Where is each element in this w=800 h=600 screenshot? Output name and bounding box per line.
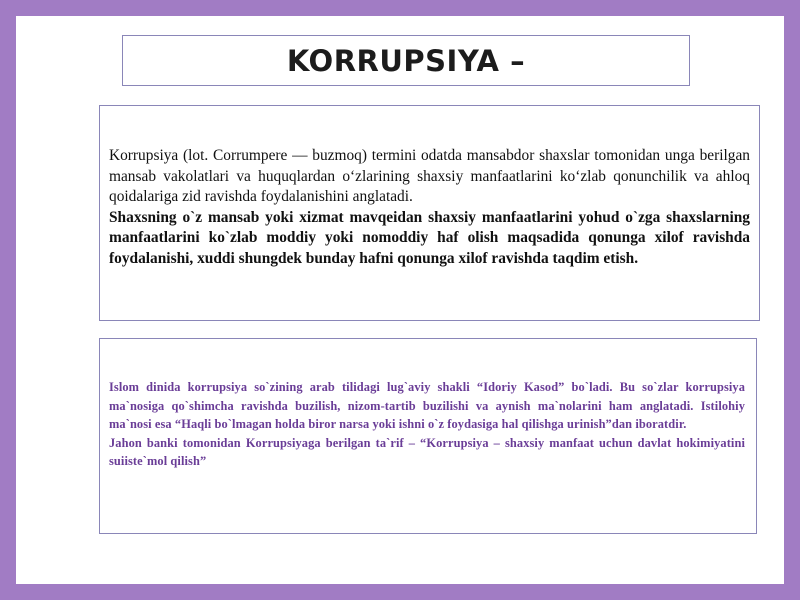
islam-definition-box (99, 338, 757, 534)
slide-title: KORRUPSIYA – (286, 43, 526, 78)
title-box (122, 35, 690, 86)
islam-paragraph: Islom dinida korrupsiya so`zining arab tilidagi lug`aviy shakli “Idoriy Kasod” bo`ladi. Bu so`zlar korrupsiya ma`nosiga qo`shimcha ravishda buzilish, nizom-tartib buzilishi va aynish ma`nolarini ham anglatadi. Istilohiy ma`nosi esa “Haqli bo`lmagan holda biror narsa yoki ishni o`z foydasiga hal qilishga urinish”dan iboratdir. (109, 380, 745, 432)
definition-bold-paragraph: Shaxsning o`z mansab yoki xizmat mavqeidan shaxsiy manfaatlarini yohud o`zga shaxslarning manfaatlarini ko`zlab moddiy yoki nomoddiy haf olish maqsadida qonunga xilof ravishda foydalanishi, xuddi shungdek bunday hafni qonunga xilof ravishda taqdim etish. (109, 208, 750, 267)
world-bank-paragraph: Jahon banki tomonidan Korrupsiyaga berilgan ta`rif – “Korrupsiya – shaxsiy manfaat uchun davlat hokimiyatini suiiste`mol qilish” (109, 435, 745, 469)
definition-box (99, 105, 760, 321)
definition-paragraph: Korrupsiya (lot. Corrumpere — buzmoq) termini odatda mansabdor shaxslar tomonidan unga berilgan mansab vakolatlari va huquqlardan o‘zlarining shaxsiy manfaatlarini ko‘zlab qonunchilik va ahloq qoidalariga zid ravishda foydalanishini anglatadi. (109, 147, 750, 205)
slide (16, 16, 784, 584)
